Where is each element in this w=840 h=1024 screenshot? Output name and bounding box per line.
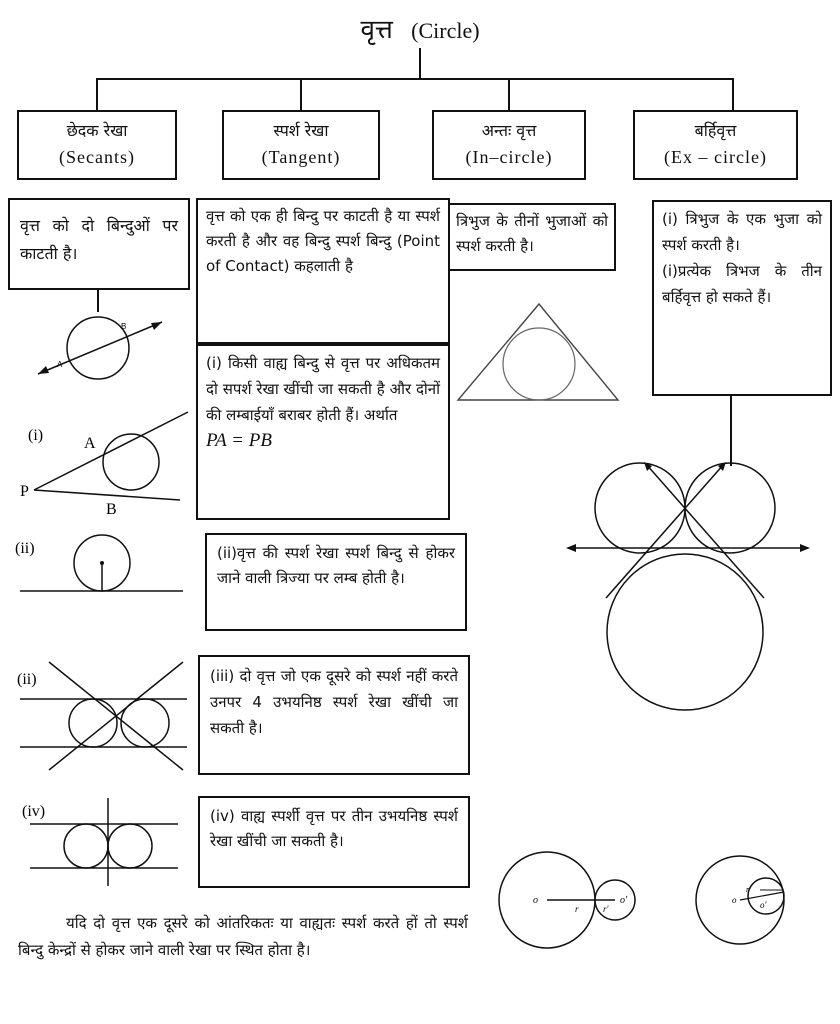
diagram-title xyxy=(320,10,520,46)
header-excircle-english: (Ex – circle) xyxy=(664,147,767,167)
tangent-desc: वृत्त को एक ही बिन्दु पर काटती है या स्पर्श करती है और वह बिन्दु स्पर्श बिन्दु (Point of Contact) कहलाती है xyxy=(206,207,440,275)
four-tangents-figure xyxy=(15,658,190,758)
point-p-label: P xyxy=(20,483,29,500)
header-incircle-english: (In–circle) xyxy=(465,147,553,167)
secant-desc-box xyxy=(8,198,190,290)
branch-drop-4 xyxy=(732,78,734,110)
fig2-label: (ii) xyxy=(15,540,35,557)
secant-connector xyxy=(97,290,99,312)
incircle-figure xyxy=(452,300,622,404)
two-tangents-figure xyxy=(18,404,198,516)
tangent-prop2: (ii)वृत्त की स्पर्श रेखा स्पर्श बिन्दु से होकर जाने वाली त्रिज्या पर लम्ब होती है। xyxy=(217,544,455,587)
inner-center-o1-label: o' xyxy=(760,900,767,910)
secant-desc: वृत्त को दो बिन्दुओं पर काटती है। xyxy=(20,216,178,263)
center-o-label: o xyxy=(533,895,538,906)
tangent-prop1-eq: PA = PB xyxy=(206,430,272,451)
secant-label-b: B xyxy=(121,322,127,331)
tangent-prop3: (iii) दो वृत्त जो एक दूसरे को स्पर्श नहीं करते उनपर 4 उभयनिष्ठ स्पर्श रेखा खींची जा सकती है। xyxy=(210,667,458,737)
trunk-line xyxy=(419,48,421,78)
secant-label-a: A xyxy=(57,360,63,369)
point-a-label: A xyxy=(84,435,96,452)
radius-r-label: r xyxy=(575,904,579,914)
external-touch-figure xyxy=(495,850,645,950)
radius-tangent-figure xyxy=(15,533,185,595)
header-secants-english: (Secants) xyxy=(59,147,135,167)
header-secants xyxy=(17,110,177,180)
branch-drop-3 xyxy=(508,78,510,110)
tangent-prop3-box xyxy=(198,655,470,775)
branch-drop-2 xyxy=(300,78,302,110)
header-tangent-hindi: स्पर्श रेखा xyxy=(273,121,329,140)
three-tangents-figure xyxy=(20,796,180,886)
tangent-prop2-box xyxy=(205,533,467,631)
tangent-prop1: (i) किसी वाह्य बिन्दु से वृत्त पर अधिकतम दो सपर्श रेखा खींची जा सकती है और दोनों की लम्बाईयाँ बराबर होती हैं। अर्थात xyxy=(206,354,440,424)
branch-drop-1 xyxy=(96,78,98,110)
header-incircle-hindi: अन्तः वृत्त xyxy=(481,121,537,140)
fig1-label: (i) xyxy=(28,427,44,444)
fig3-label: (ii) xyxy=(17,671,37,688)
inner-radius-r-label: r xyxy=(746,885,750,894)
tangent-prop4: (iv) वाह्य स्पर्शी वृत्त पर तीन उभयनिष्ठ स्पर्श रेखा खींची जा सकती है। xyxy=(210,807,458,850)
footer-note: यदि दो वृत्त एक दूसरे को आंतरिकतः या वाह्यतः स्पर्श करते हों तो स्पर्श बिन्दु केन्द्रों से होकर जाने वाली रेखा पर स्थित होता है। xyxy=(18,914,468,959)
tangent-prop4-box xyxy=(198,796,470,888)
tangent-prop1-box xyxy=(196,344,450,520)
title-hindi: वृत्त xyxy=(360,15,393,45)
inner-center-o-label: o xyxy=(732,895,737,905)
excircle-desc-box xyxy=(652,200,832,396)
title-english: (Circle) xyxy=(411,18,480,43)
header-incircle xyxy=(432,110,586,180)
branch-line xyxy=(96,78,732,80)
header-secants-hindi: छेदक रेखा xyxy=(66,121,128,140)
center-o1-label: o' xyxy=(620,895,628,906)
secant-figure xyxy=(30,312,170,384)
header-excircle-hindi: बर्हिवृत्त xyxy=(694,121,737,140)
incircle-desc-box xyxy=(448,203,616,271)
fig4-label: (iv) xyxy=(22,803,46,820)
tangent-desc-box xyxy=(196,198,450,344)
header-excircle xyxy=(633,110,798,180)
header-tangent-english: (Tangent) xyxy=(261,147,341,167)
radius-r1-label: r' xyxy=(603,904,609,914)
excircle-desc1: (i) त्रिभुज के एक भुजा को स्पर्श करती है। xyxy=(662,210,822,254)
incircle-desc: त्रिभुज के तीनों भुजाओं को स्पर्श करती है। xyxy=(456,212,608,255)
point-b-label: B xyxy=(106,501,117,518)
header-tangent xyxy=(222,110,380,180)
excircle-desc2: (i)प्रत्येक त्रिभज के तीन बर्हिवृत्त हो सकते हैं। xyxy=(662,262,822,306)
excircle-figure xyxy=(562,456,812,690)
internal-touch-figure xyxy=(692,852,792,952)
